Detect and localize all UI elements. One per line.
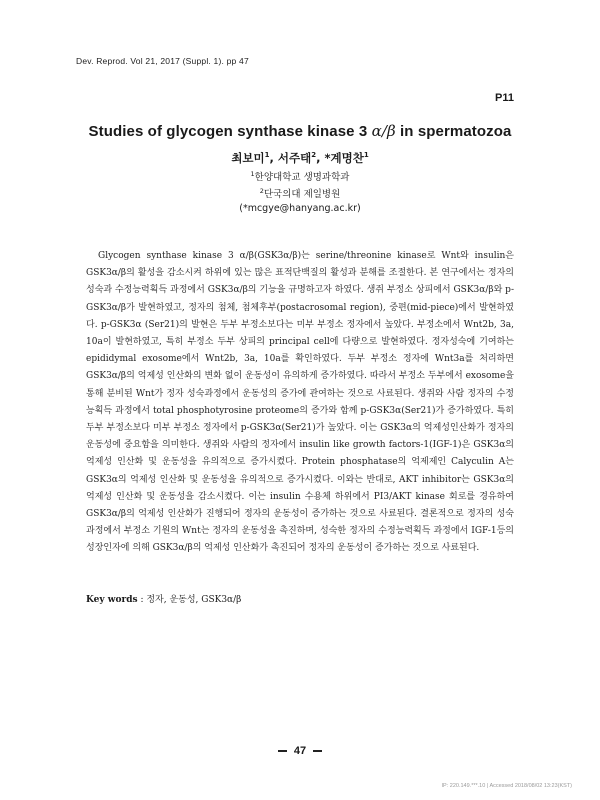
keywords xyxy=(86,592,514,605)
paper-title xyxy=(0,122,600,140)
title-greek: α/β xyxy=(371,122,396,140)
affiliation-text: 한양대학교 생명과학과 xyxy=(254,172,350,183)
author-affiliation-mark: 1 xyxy=(264,151,270,160)
access-footer: IP: 220.149.***.10 | Accessed 2018/08/02 13:23(KST) xyxy=(441,783,572,789)
page-number-value: 47 xyxy=(293,745,307,757)
corresponding-email: (*mcgye@hanyang.ac.kr) xyxy=(239,203,361,214)
affiliation-mark: 2 xyxy=(259,186,264,195)
page-number xyxy=(0,745,600,757)
affiliation-mark: 1 xyxy=(250,169,255,178)
keywords-separator: : xyxy=(137,595,147,605)
page-number-dash xyxy=(313,750,322,752)
poster-id: P11 xyxy=(495,92,514,104)
journal-reference: Dev. Reprod. Vol 21, 2017 (Suppl. 1). pp 47 xyxy=(76,56,249,66)
author-name: *계명찬 xyxy=(324,151,364,165)
keywords-label: Key words xyxy=(86,595,138,605)
author-separator: , xyxy=(269,151,278,165)
title-main: Studies of glycogen synthase kinase 3 xyxy=(88,123,372,140)
author-affiliation-mark: 2 xyxy=(311,151,317,160)
affiliation-text: 단국의대 제일병원 xyxy=(263,189,341,200)
author-name: 서주태 xyxy=(277,151,312,165)
affiliation xyxy=(0,169,600,183)
keywords-values: 정자, 운동성, GSK3α/β xyxy=(146,595,242,605)
author-separator: , xyxy=(316,151,325,165)
abstract-body: Glycogen synthase kinase 3 α/β(GSK3α/β)는 serine/threonine kinase로 Wnt와 insulin은 GSK3α/β의 활성을 감소시켜 하위에 있는 많은 표적단백질의 활성과 분해를 조절한다. 본 연구에서는 정자의 성숙과 수정능력획득 과정에서 GSK3α/β의 기능을 규명하고자 하였다. 생쥐 부정소 상피에서 GSK3α/β와 p-GSK3α/β가 발현하였고, 정자의 첨체, 첨체후부(postacrosomal region), 중편(mid-piece)에서 발현하였다. p-GSK3α (Ser21)의 발현은 두부 부정소보다는 미부 부정소 정자에서 높았다. 부정소에서 Wnt2b, 3a, 10a이 발현하였고, 특히 부정소 두부 상피의 principal cell에 다량으로 발현하였다. 정자성숙에 기여하는 epididymal exosome에서 Wnt2b, 3a, 10a를 확인하였다. 두부 부정소 정자에 Wnt3a를 처리하면 GSK3α/β의 억제성 인산화의 변화 없이 운동성이 유의하게 증가하였다. 따라서 부정소 두부에서 exosome을 통해 분비된 Wnt가 정자 성숙과정에서 운동성의 증가에 관여하는 것으로 사료된다. 생쥐와 사람 정자의 수정능획득 과정에서 total phosphotyrosine proteome의 증가와 함께 p-GSK3α(Ser21)가 증가하였다. 특히 두부 부정소보다 미부 부정소 정자에서 p-GSK3α(Ser21)가 높았다. 이는 GSK3α의 억제성인산화가 정자의 운동성에 중요함을 의미한다. 생쥐와 사람의 정자에서 insulin like growth factors-1(IGF-1)은 GSK3α의 억제성 인산화 및 운동성을 유의적으로 증가시켰다. Protein phosphatase의 억제제인 Calyculin A는 GSK3α의 억제성 인산화 및 운동성을 유의적으로 증가시켰다. 이와는 반대로, AKT inhibitor는 GSK3α의 억제성 인산화 및 운동성을 감소시켰다. 이는 insulin 수용체 하위에서 PI3/AKT kinase 회로를 경유하여 GSK3α/β의 억제성 인산화가 진행되어 정자의 운동성이 증가하는 것으로 사료된다. 결론적으로 정자의 성숙과정에서 부정소 기원의 Wnt는 정자의 운동성을 촉진하며, 성숙한 정자의 수정능력획득 과정에서 IGF-1등의 성장인자에 의해 GSK3α/β의 억제성 인산화가 촉진되어 정자의 운동성이 증가하는 것으로 사료된다. xyxy=(86,251,514,554)
title-tail: in spermatozoa xyxy=(395,123,512,140)
author-name: 최보미 xyxy=(231,151,265,165)
author-list xyxy=(0,150,600,166)
author-affiliation-mark: 1 xyxy=(363,151,369,160)
affiliation xyxy=(0,186,600,200)
page-number-dash xyxy=(278,750,287,752)
